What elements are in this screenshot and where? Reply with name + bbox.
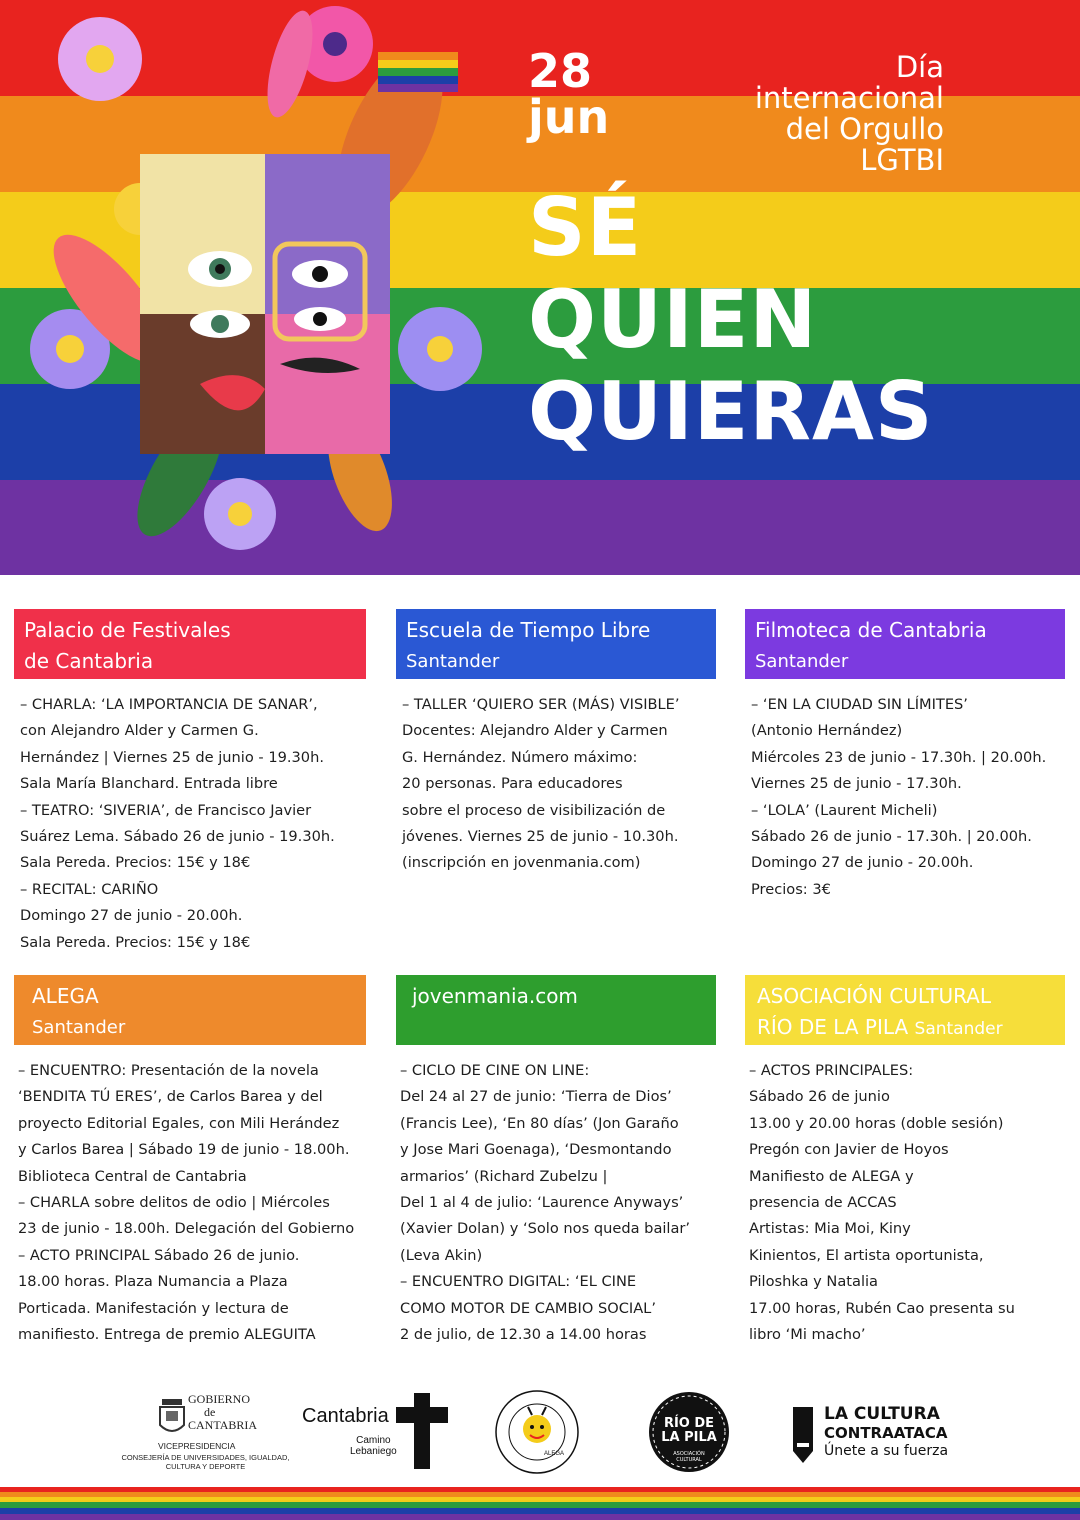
logo-rio-pila-sub: ASOCIACIÓN CULTURAL	[673, 1451, 705, 1463]
section-subtitle: Santander	[406, 651, 500, 672]
event-title-line: internacional	[754, 81, 944, 115]
section-line: Artistas: Mia Moi, Kiny	[749, 1220, 911, 1238]
section-line: COMO MOTOR DE CAMBIO SOCIAL’	[400, 1299, 656, 1317]
section-line: – TEATRO: ‘SIVERIA’, de Francisco Javier	[20, 801, 312, 819]
section-line: Viernes 25 de junio - 17.30h.	[751, 775, 962, 793]
logo-cantabria-text: Cantabria	[302, 1405, 389, 1427]
logo-gobierno-consejeria-line: CULTURA Y DEPORTE	[165, 1462, 246, 1471]
sponsor-logos	[0, 1385, 1080, 1475]
logo-camino-text	[350, 1435, 397, 1457]
slogan	[528, 182, 934, 458]
section-line: Miércoles 23 de junio - 17.30h. | 20.00h.	[751, 748, 1047, 766]
section-line: Hernández | Viernes 25 de junio - 19.30h.	[20, 748, 324, 766]
section-header	[745, 609, 1065, 679]
section-line: – CICLO DE CINE ON LINE:	[400, 1062, 590, 1079]
section-line: manifiesto. Entrega de premio ALEGUITA	[18, 1326, 316, 1344]
section-escuela-tiempo-libre	[396, 609, 716, 877]
hero-banner	[0, 0, 1080, 575]
section-line: – ENCUENTRO: Presentación de la novela	[18, 1062, 319, 1079]
section-line: 20 personas. Para educadores	[402, 775, 623, 793]
section-line: presencia de ACCAS	[749, 1194, 897, 1212]
section-line: 17.00 horas, Rubén Cao presenta su	[749, 1299, 1015, 1317]
section-header	[14, 609, 366, 679]
section-header	[14, 975, 366, 1045]
logo-cultura-line: Únete a su fuerza	[824, 1443, 949, 1459]
section-subtitle-city: Santander	[914, 1019, 1003, 1039]
section-line: – TALLER ‘QUIERO SER (MÁS) VISIBLE’	[402, 696, 680, 713]
section-line: ‘BENDITA TÚ ERES’, de Carlos Barea y del	[18, 1088, 323, 1106]
section-title: Escuela de Tiempo Libre	[406, 618, 651, 642]
alega-emblem-icon	[494, 1389, 580, 1475]
logo-gobierno-text: CANTABRIA	[188, 1418, 258, 1432]
section-line: Porticada. Manifestación y lectura de	[18, 1299, 289, 1317]
section-line: (Francis Lee), ‘En 80 días’ (Jon Garaño	[400, 1114, 679, 1132]
pride-illustration	[30, 4, 490, 554]
section-title: jovenmania.com	[412, 984, 578, 1008]
logo-camino-line: Lebaniego	[350, 1446, 397, 1457]
logo-cultura-contraataca	[790, 1405, 970, 1465]
event-title-line: del Orgullo	[785, 112, 944, 146]
section-line: G. Hernández. Número máximo:	[402, 748, 638, 766]
section-line: Biblioteca Central de Cantabria	[18, 1167, 247, 1185]
logo-cantabria-camino	[300, 1393, 450, 1473]
section-line: (Leva Akin)	[400, 1246, 483, 1264]
section-title: Filmoteca de Cantabria	[755, 618, 987, 642]
event-date-month: jun	[528, 90, 610, 144]
section-line: – CHARLA: ‘LA IMPORTANCIA DE SANAR’,	[20, 696, 318, 713]
section-line: y Carlos Barea | Sábado 19 de junio - 18.00h.	[18, 1141, 350, 1159]
section-line: Del 24 al 27 de junio: ‘Tierra de Dios’	[400, 1088, 672, 1106]
section-filmoteca	[745, 609, 1065, 903]
section-body	[745, 1058, 1065, 1348]
section-line: – ‘EN LA CIUDAD SIN LÍMITES’	[751, 696, 968, 713]
slogan-line: QUIERAS	[528, 365, 934, 458]
section-header	[745, 975, 1065, 1045]
section-line: – ACTO PRINCIPAL Sábado 26 de junio.	[18, 1246, 300, 1264]
cross-icon	[396, 1393, 448, 1469]
slogan-line: SÉ	[528, 181, 643, 274]
logo-gobierno-text: de	[204, 1405, 216, 1419]
section-line: con Alejandro Alder y Carmen G.	[20, 722, 259, 740]
logo-rio-de-la-pila	[646, 1389, 732, 1475]
slogan-line: QUIEN	[528, 273, 818, 366]
section-line: Kinientos, El artista oportunista,	[749, 1246, 984, 1264]
section-line: – RECITAL: CARIÑO	[20, 880, 159, 898]
section-line: Piloshka y Natalia	[749, 1273, 878, 1291]
section-body	[396, 692, 716, 877]
section-line: Manifiesto de ALEGA y	[749, 1167, 914, 1185]
section-title: ALEGA	[32, 984, 99, 1008]
section-subtitle-main: RÍO DE LA PILA	[757, 1015, 909, 1039]
event-title-line: Día	[895, 50, 944, 84]
section-line: Del 1 al 4 de julio: ‘Laurence Anyways’	[400, 1194, 684, 1212]
section-title: Palacio de Festivales	[24, 618, 231, 642]
section-body	[14, 1058, 366, 1348]
section-line: proyecto Editorial Egales, con Mili Herández	[18, 1114, 340, 1132]
section-line: y Jose Mari Goenaga), ‘Desmontando	[400, 1141, 672, 1159]
section-line: (Xavier Dolan) y ‘Solo nos queda bailar’	[400, 1220, 691, 1238]
logo-gobierno-cantabria	[118, 1391, 293, 1471]
section-line: Precios: 3€	[751, 880, 831, 898]
section-header	[396, 975, 716, 1045]
section-line: Sábado 26 de junio	[749, 1088, 890, 1106]
section-title: ASOCIACIÓN CULTURAL	[757, 984, 991, 1008]
section-line: Sala Pereda. Precios: 15€ y 18€	[20, 854, 251, 872]
section-body	[14, 692, 366, 956]
section-subtitle	[757, 1012, 1055, 1045]
section-line: (Antonio Hernández)	[751, 722, 903, 740]
section-line: Domingo 27 de junio - 20.00h.	[751, 854, 974, 872]
section-line: libro ‘Mi macho’	[749, 1326, 866, 1344]
logo-gobierno-vice: VICEPRESIDENCIA	[158, 1441, 236, 1451]
section-line: Suárez Lema. Sábado 26 de junio - 19.30h.	[20, 828, 335, 846]
section-line: (inscripción en jovenmania.com)	[402, 854, 641, 872]
section-body	[396, 1058, 716, 1348]
section-line: 13.00 y 20.00 horas (doble sesión)	[749, 1114, 1004, 1132]
section-line: Docentes: Alejandro Alder y Carmen	[402, 722, 668, 740]
event-date-day: 28	[528, 44, 593, 98]
section-rio-de-la-pila	[745, 975, 1065, 1348]
section-alega	[14, 975, 366, 1348]
section-line: Sala María Blanchard. Entrada libre	[20, 775, 278, 793]
section-body	[745, 692, 1065, 903]
logo-gobierno-consejeria-line: CONSEJERÍA DE UNIVERSIDADES, IGUALDAD,	[121, 1453, 290, 1462]
logo-cultura-text	[824, 1405, 948, 1460]
logo-gobierno-consejeria	[118, 1453, 293, 1471]
section-subtitle: Santander	[755, 651, 849, 672]
section-line: 2 de julio, de 12.30 a 14.00 horas	[400, 1326, 647, 1344]
rainbow-flag-icon	[378, 44, 458, 92]
section-line: sobre el proceso de visibilización de	[402, 801, 666, 819]
section-line: – ACTOS PRINCIPALES:	[749, 1062, 914, 1079]
section-line: Sala Pereda. Precios: 15€ y 18€	[20, 933, 251, 951]
helmet-icon	[790, 1407, 816, 1465]
section-line: – CHARLA sobre delitos de odio | Miércoles	[18, 1194, 330, 1212]
section-line: Sábado 26 de junio - 17.30h. | 20.00h.	[751, 828, 1032, 846]
event-date	[528, 44, 610, 144]
section-line: Domingo 27 de junio - 20.00h.	[20, 907, 243, 925]
event-title-line: LGTBI	[860, 143, 944, 177]
section-line: jóvenes. Viernes 25 de junio - 10.30h.	[402, 828, 679, 846]
section-jovenmania	[396, 975, 716, 1348]
section-subtitle: de Cantabria	[24, 649, 154, 673]
logo-camino-line: Camino	[356, 1435, 391, 1446]
logo-cultura-line: LA CULTURA	[824, 1404, 940, 1424]
section-line: Pregón con Javier de Hoyos	[749, 1141, 949, 1159]
bottom-rainbow-bar	[0, 1487, 1080, 1520]
section-line: 23 de junio - 18.00h. Delegación del Gobierno	[18, 1220, 355, 1238]
logo-gobierno-text: GOBIERNO	[188, 1392, 250, 1406]
section-line: armarios’ (Richard Zubelzu |	[400, 1167, 608, 1185]
logo-cultura-line: CONTRAATACA	[824, 1424, 948, 1442]
bottom-stripe	[0, 1514, 1080, 1520]
event-title	[755, 52, 944, 176]
section-header	[396, 609, 716, 679]
section-palacio-festivales	[14, 609, 366, 956]
section-line: 18.00 horas. Plaza Numancia a Plaza	[18, 1273, 288, 1291]
logo-alega-mark: ALEGA	[544, 1451, 565, 1457]
section-line: – ENCUENTRO DIGITAL: ‘EL CINE	[400, 1273, 637, 1291]
section-line: – ‘LOLA’ (Laurent Micheli)	[751, 801, 938, 819]
logo-rio-pila-text: RÍO DE LA PILA	[661, 1416, 717, 1445]
mask-face	[140, 154, 390, 454]
section-subtitle: Santander	[32, 1017, 126, 1038]
logo-alega	[494, 1389, 580, 1475]
coat-of-arms-icon	[156, 1393, 188, 1441]
